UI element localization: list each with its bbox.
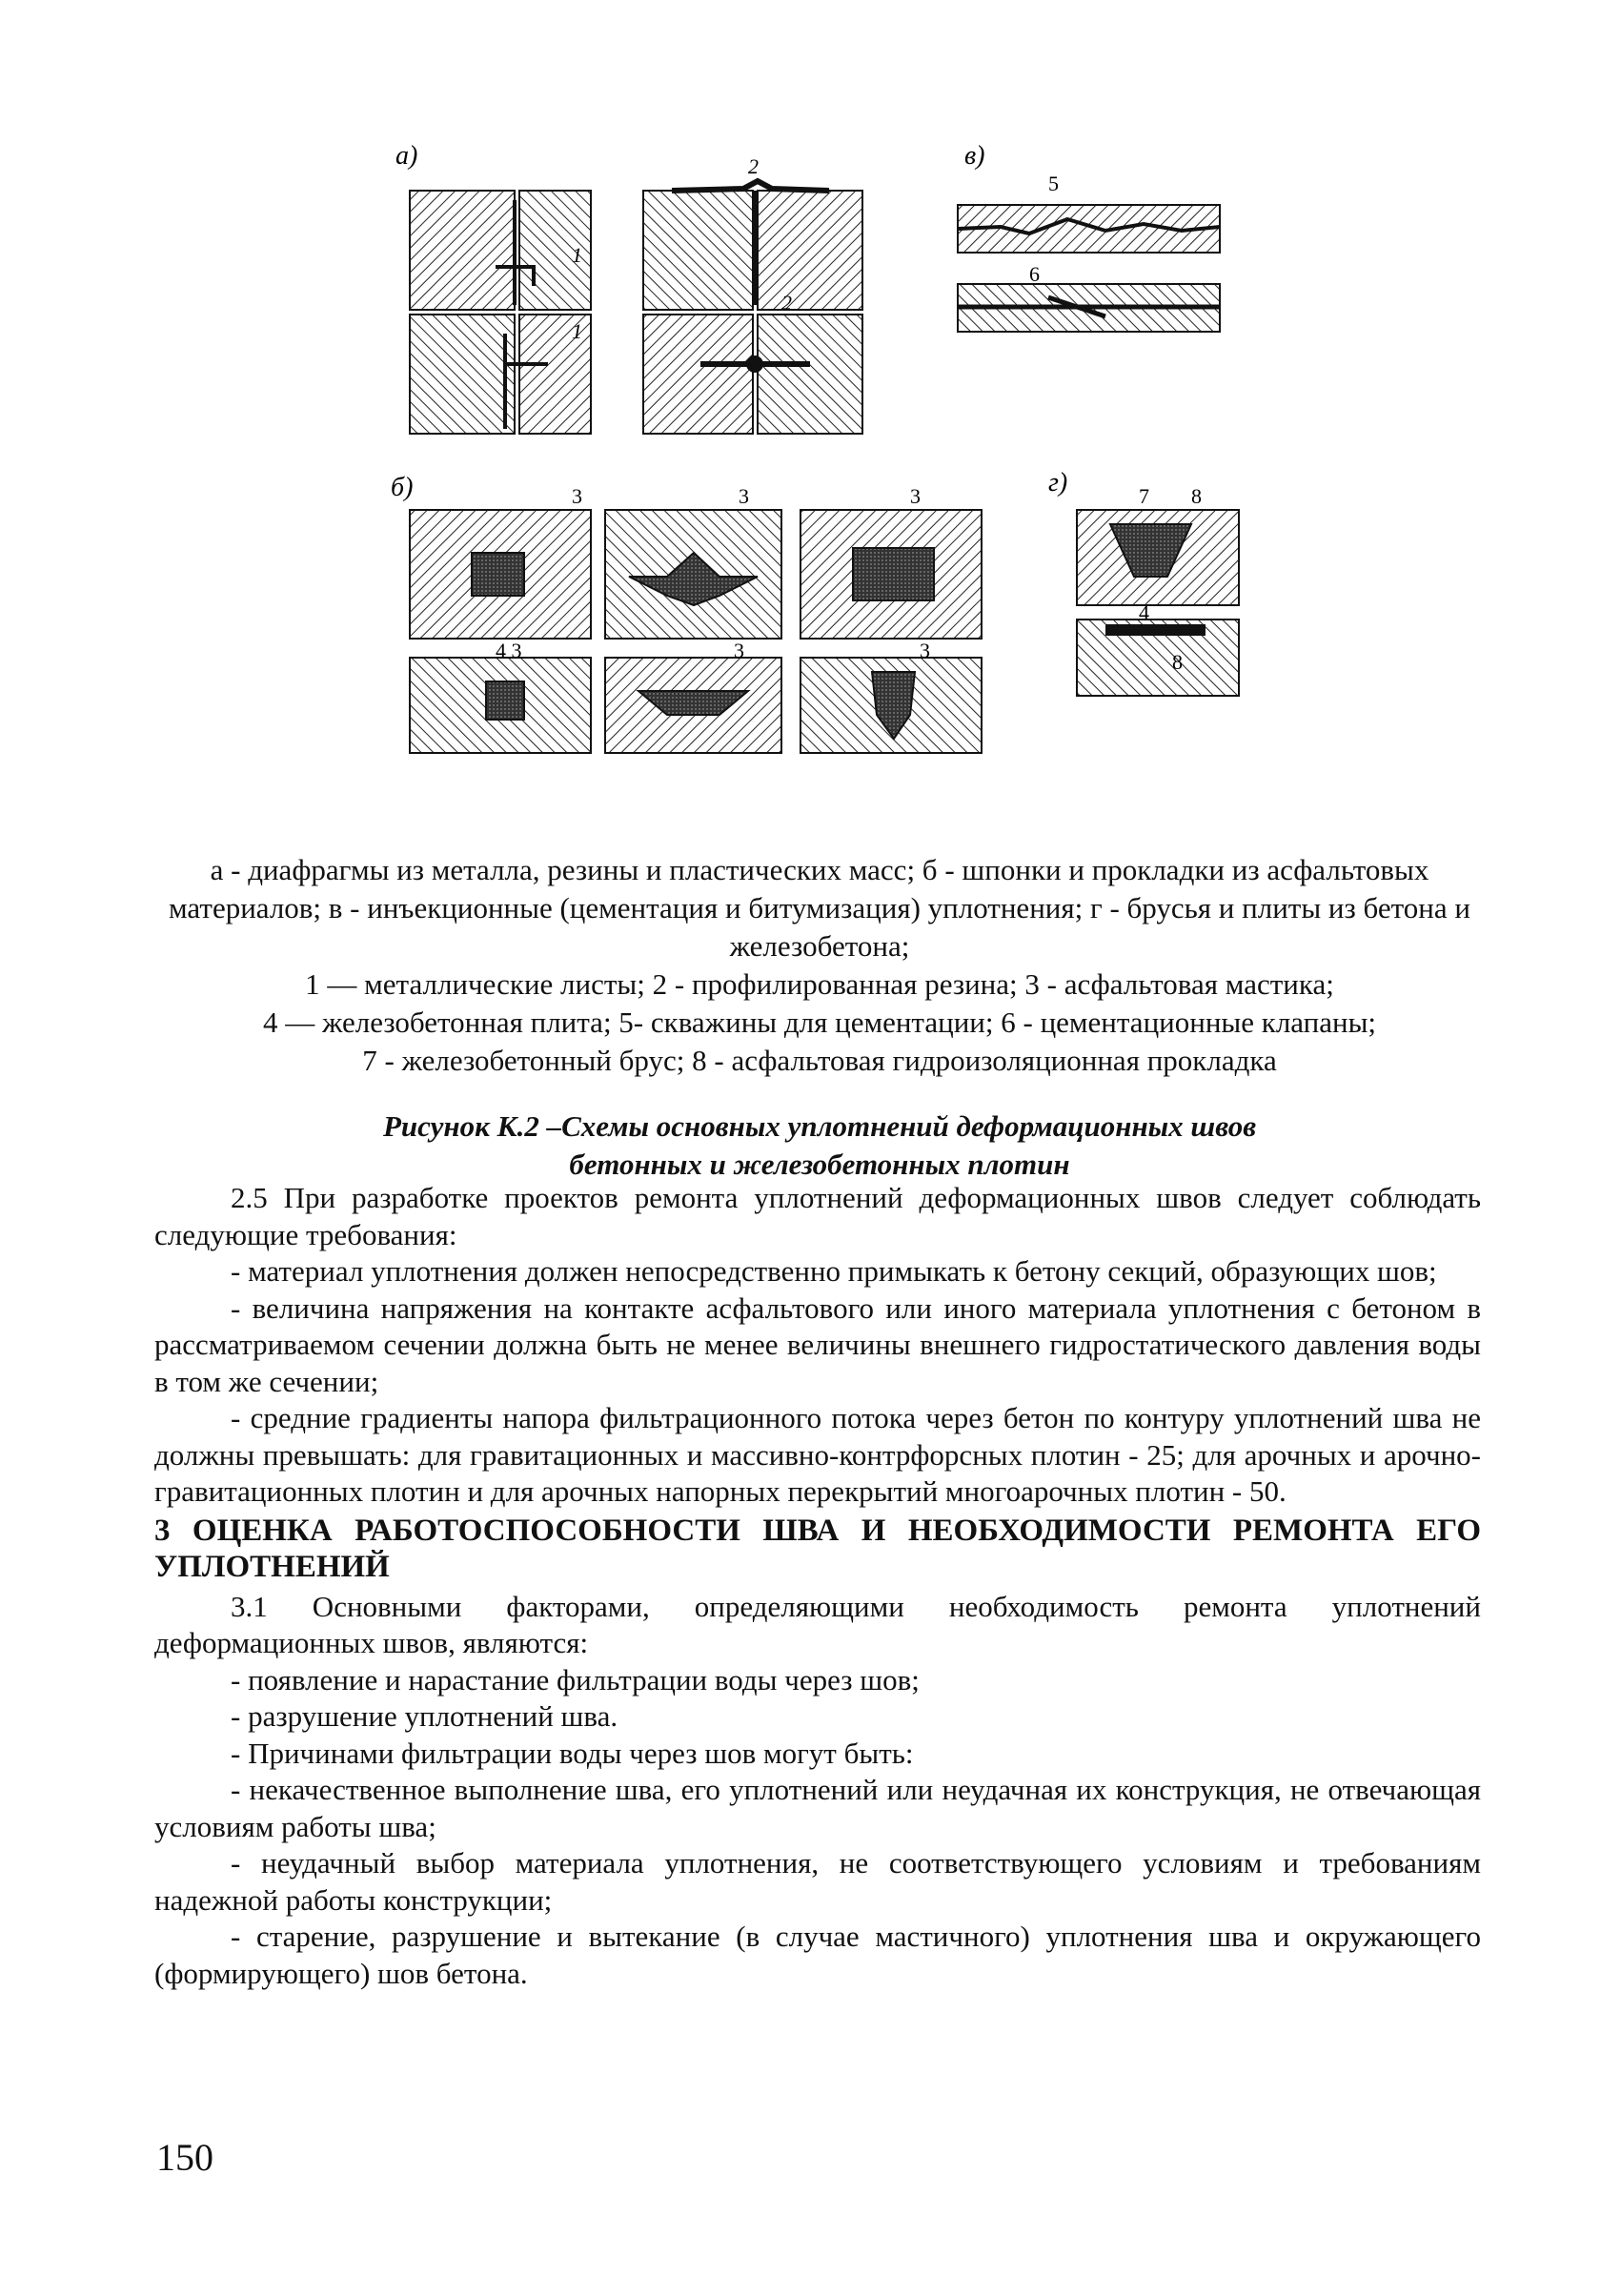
factor-item: - Причинами фильтрации воды через шов могут быть: [231, 1736, 914, 1770]
cause-item: - старение, разрушение и вытекание (в случае мастичного) уплотнения шва и окружающего (формирующего) шов бетона. [154, 1920, 1481, 1990]
requirement-item: - величина напряжения на контакте асфальтового или иного материала уплотнения с бетоном в рассматриваемом сечении должна быть не менее величины внешнего гидростатического давления воды в том же сечении; [154, 1290, 1481, 1398]
callout-b-3d: 3 [734, 639, 744, 662]
factor-item: - появление и нарастание фильтрации воды через шов; [231, 1662, 920, 1697]
panel-b [391, 473, 982, 753]
panel-a-block-7 [643, 315, 753, 434]
panel-a [395, 143, 862, 434]
callout-b-3e: 3 [920, 639, 930, 662]
callout-a-1: 1 [572, 243, 582, 267]
cause-item: - некачественное выполнение шва, его уплотнений или неудачная их конструкция, не отвечающая условиям работы шва; [154, 1773, 1481, 1843]
panel-label-v: в) [964, 143, 985, 171]
legend-line-4: 7 - железобетонный брус; 8 - асфальтовая гидроизоляционная прокладка [362, 1044, 1277, 1077]
caption-line-2: бетонных и железобетонных плотин [569, 1148, 1070, 1181]
panel-a-block-5 [643, 191, 753, 310]
callout-a-2: 2 [748, 154, 759, 178]
legend-line-2: 1 — металлические листы; 2 - профилированная резина; 3 - асфальтовая мастика; [305, 967, 1334, 1001]
body-text [154, 1180, 1481, 1992]
callout-g-7: 7 [1139, 484, 1149, 508]
rc-slab [1105, 624, 1206, 636]
factor-item: - разрушение уплотнений шва. [231, 1699, 618, 1733]
caption-line-1: Рисунок К.2 –Схемы основных уплотнений деформационных швов [382, 1109, 1257, 1143]
section-3-heading: 3 ОЦЕНКА РАБОТОСПОСОБНОСТИ ШВА И НЕОБХОДИМОСТИ РЕМОНТА ЕГО УПЛОТНЕНИЙ [154, 1513, 1481, 1584]
asphalt-key-1 [472, 553, 524, 596]
panel-a-block-6 [758, 191, 862, 310]
figure-caption [157, 1107, 1482, 1184]
paragraph-3-1: 3.1 Основными факторами, определяющими необходимость ремонта уплотнений деформационных швов, являются: [154, 1589, 1481, 1659]
paragraph-2-5: 2.5 При разработке проектов ремонта уплотнений деформационных швов следует соблюдать следующие требования: [154, 1181, 1481, 1251]
callout-v-6: 6 [1029, 262, 1040, 286]
callout-g-4: 4 [1139, 600, 1149, 624]
requirement-item: - средние градиенты напора фильтрационного потока через бетон по контуру уплотнений шва не должны превышать: для гравитационных и массивно-контрфорсных плотин - 25; для арочных и арочно-гравитационных плотин и для арочных напорных перекрытий многоарочных плотин - 50. [154, 1401, 1481, 1508]
legend-line-1: а - диафрагмы из металла, резины и пластических масс; б - шпонки и прокладки из асфальтовых материалов; в - инъекционные (цементация и битумизация) уплотнения; г - брусья и плиты из бетона и железобетона; [169, 853, 1470, 963]
joint-seals-figure [381, 143, 1258, 772]
page-number: 150 [156, 2136, 213, 2179]
requirement-item: - материал уплотнения должен непосредственно примыкать к бетону секций, образующих шов; [231, 1254, 1437, 1288]
callout-a-2b: 2 [781, 291, 792, 315]
asphalt-key-4 [486, 681, 524, 720]
callout-a-1b: 1 [572, 319, 582, 343]
panel-label-a: а) [395, 143, 418, 171]
cause-item: - неудачный выбор материала уплотнения, не соответствующего условиям и требованиям надежной работы конструкции; [154, 1846, 1481, 1917]
callout-b-43: 4 3 [496, 639, 522, 662]
legend-line-3: 4 — железобетонная плита; 5- скважины для цементации; 6 - цементационные клапаны; [262, 1006, 1377, 1039]
panel-g [1048, 468, 1239, 696]
callout-b-3a: 3 [572, 484, 582, 508]
panel-label-g: г) [1048, 468, 1068, 498]
panel-v [958, 143, 1220, 332]
callout-b-3c: 3 [910, 484, 921, 508]
callout-g-8b: 8 [1172, 650, 1183, 674]
figure-legend [157, 851, 1482, 1080]
callout-v-5: 5 [1048, 172, 1059, 195]
callout-b-3b: 3 [739, 484, 749, 508]
panel-label-b: б) [391, 473, 414, 502]
callout-g-8: 8 [1191, 484, 1202, 508]
rubber-bulb [746, 356, 763, 373]
panel-a-block-3 [410, 315, 515, 434]
panel-a-block-1 [410, 191, 515, 310]
asphalt-key-3 [853, 548, 934, 600]
panel-a-block-8 [758, 315, 862, 434]
rubber-profile [672, 181, 829, 191]
